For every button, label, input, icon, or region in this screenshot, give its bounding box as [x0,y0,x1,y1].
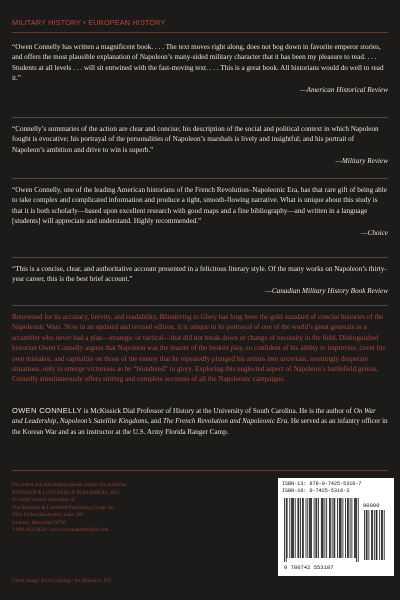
review-quote [12,185,388,238]
review-quote [12,42,388,95]
author-work: Napoleon’s Satellite Kingdoms [59,417,148,426]
review-quote [12,124,388,167]
book-title: Blundering to Glory [159,313,218,321]
publisher-line: A wholly owned subsidiary of [12,497,75,503]
quote-text: “Owen Connelly, one of the leading American historians of the French Revolution–Napoleonic Era, has that rare gift of being able to take complex and complicated information and produce a tight, smooth-flowing narrative. What is unique about this study is that it is both scholarly—based upon excellent research with good maps and a fine bibliography—and written in a language [students] will appreciate and understand. Highly recommended.” [12,186,387,226]
divider [12,117,388,118]
description-body: has long been the gold standard of concise histories of the Napoleonic Wars. Now in an updated and revised edition, it is unique in its portrayal of one of the world’s great generals as a scrambler who never had a plan—strategic or tactical—that did not break down or change of necessity in the field. Distinguished historian Owen Connelly argues that Napoleon was the master of the broken play, so confident of his ability to improvise, cover his own mistakes, and capitalize on those of the enemy that he repeatedly plunged his armies into uncertain, seemingly desperate situations, only to emerge victorious as he “blundered” to glory. Exploring this neglected aspect of Napoleon’s battlefield genius, Connelly simultaneously offers stirring and complete accounts of all the Napoleonic campaigns. [12,313,386,384]
quote-attribution: —American Historical Review [300,85,388,94]
publisher-line: For orders and information please contact the publisher [12,482,127,488]
author-work: On War and Leadership [12,407,376,426]
description-intro: Renowned for its accuracy, brevity, and readability, [12,313,160,321]
quote-attribution: —Canadian Military History Book Review [265,286,388,295]
bottom-rule [12,470,388,471]
quote-text: “Owen Connelly has written a magnificent book. . . . The text moves right along, does not bog down in favorite emperor stories, and offers the most plausible explanation of Napoleon’s many-sided military character that it has been my pleasure to read. . . . Students at all levels . . . will sit entwined with the fast-moving text. . . . This is a great book. All historians would do well to read it.” [12,43,384,83]
isbn-13: ISBN-13: 978-0-7425-5318-7 [282,481,362,487]
publisher-line: 1-800-462-6420 • www.rowmanlittlefield.com [12,527,109,533]
quote-attribution: —Military Review [335,157,388,166]
divider [12,305,388,306]
review-quote [12,264,388,296]
barcode-digits: 9 780742 553187 [284,564,334,571]
divider [12,257,388,258]
quote-text: “This is a concise, clear, and authoritative account presented in a felicitous literary style. Of the many works on Napoleon’s thirty-year career, this is the best brief account.” [12,265,387,284]
author-work: The French Revolution and Napoleonic Era [162,417,288,426]
publisher-line: 4501 Forbes Boulevard, Suite 200 [12,512,84,518]
author-bio [12,406,388,437]
cover-credit: Cover image: Erich Lessing / Art Resource, NY. [12,578,113,584]
author-name: OWEN CONNELLY [12,406,83,415]
publisher-info [12,482,212,535]
publisher-line: ROWMAN & LITTLEFIELD PUBLISHERS, INC. [12,489,121,496]
top-rule [12,32,388,33]
author-bio-separator: , and [147,417,163,426]
publisher-line: Lanham, Maryland 20706 [12,519,67,526]
author-bio-text: is McKissick Dial Professor of History at the University of South Carolina. He is the author of [82,407,354,415]
author-bio-separator: , [56,417,60,426]
isbn-10: ISBN-10: 0-7425-5318-3 [282,488,350,494]
publisher-line: The Rowman & Littlefield Publishing Group, Inc. [12,504,117,511]
book-description [12,312,388,385]
price-code: 90000 [363,502,380,509]
category-label: MILITARY HISTORY • EUROPEAN HISTORY [12,18,166,27]
divider [12,178,388,179]
quote-text: “Connelly’s summaries of the action are clear and concise; his description of the social and political context in which Napoleon fought is evocative; his portrayal of the personalities of Napoleon’s marshals is lively and insightful; and his portrait of Napoleon’s ambition and drive to win is superb.” [12,125,379,154]
quote-attribution: —Choice [361,228,388,237]
barcode-panel [278,478,394,576]
author-bio-text: . He served as an infantry officer in the Korean War and as an instructor at the U.S. Army Florida Ranger Camp. [12,417,388,436]
